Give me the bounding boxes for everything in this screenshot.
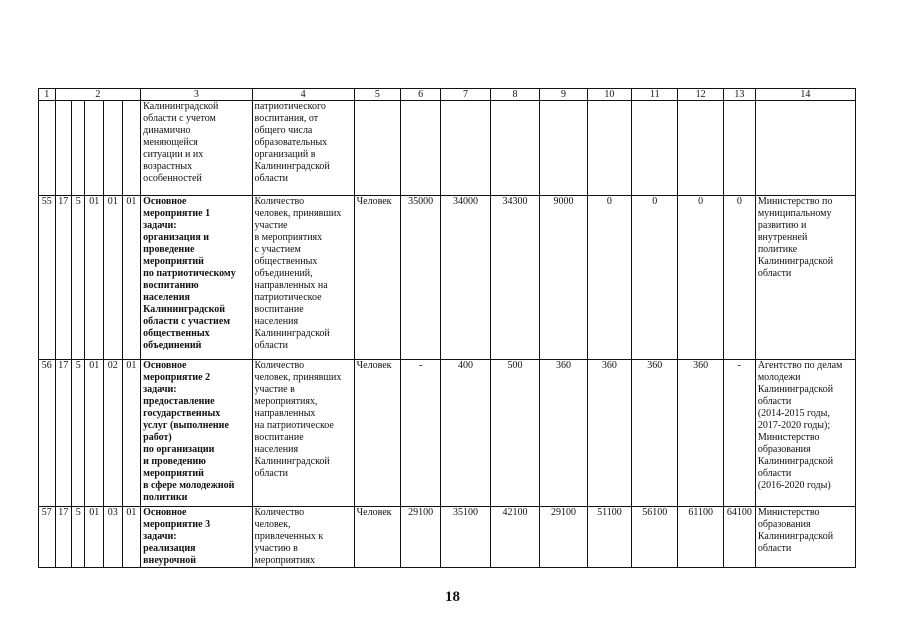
header-row xyxy=(39,89,856,101)
value-col8: 500 xyxy=(490,360,540,507)
code-event: 03 xyxy=(103,507,122,568)
code-event: 02 xyxy=(103,360,122,507)
value-col9: 360 xyxy=(540,360,587,507)
code-subprogram xyxy=(72,101,85,196)
responsible: Агентство по делам молодежи Калининградской области (2014-2015 годы, 2017-2020 годы); Министерство образования Калининградской области (2016-2020 годы) xyxy=(755,360,855,507)
code-event: 01 xyxy=(103,196,122,360)
value-col11: 56100 xyxy=(632,507,678,568)
unit: Человек xyxy=(354,507,400,568)
row-number: 55 xyxy=(39,196,56,360)
value-col9: 29100 xyxy=(540,507,587,568)
row-number: 57 xyxy=(39,507,56,568)
header-cell: 10 xyxy=(587,89,631,101)
header-cell: 8 xyxy=(490,89,540,101)
value-col8: 42100 xyxy=(490,507,540,568)
value-col11: 360 xyxy=(632,360,678,507)
code-task: 01 xyxy=(85,196,104,360)
header-cell: 6 xyxy=(401,89,441,101)
indicator-name: Количество человек, принявших участие в мероприятиях с участием общественных объединений, направленных на патриотическое воспитание населения Калининградской области xyxy=(252,196,354,360)
value-col6: 35000 xyxy=(401,196,441,360)
table-row xyxy=(39,196,856,360)
event-name: Основное мероприятие 2 задачи: предоставление государственных услуг (выполнение работ) по организации и проведению мероприятий в сфере молодежной политики xyxy=(141,360,252,507)
indicator-name: патриотического воспитания, от общего числа образовательных организаций в Калининградской области xyxy=(252,101,354,196)
header-cell: 5 xyxy=(354,89,400,101)
value-col11 xyxy=(632,101,678,196)
code-subprogram: 5 xyxy=(72,196,85,360)
header-cell: 14 xyxy=(755,89,855,101)
row-number: 56 xyxy=(39,360,56,507)
responsible xyxy=(755,101,855,196)
code-indicator: 01 xyxy=(122,507,141,568)
code-event xyxy=(103,101,122,196)
value-col10: 360 xyxy=(587,360,631,507)
indicator-name: Количество человек, принявших участие в мероприятиях, направленных на патриотическое воспитание населения Калининградской области xyxy=(252,360,354,507)
value-col6: 29100 xyxy=(401,507,441,568)
table-row xyxy=(39,101,856,196)
code-program: 17 xyxy=(55,196,72,360)
header-cell: 2 xyxy=(55,89,141,101)
value-col6 xyxy=(401,101,441,196)
value-col11: 0 xyxy=(632,196,678,360)
value-col8: 34300 xyxy=(490,196,540,360)
unit xyxy=(354,101,400,196)
value-col7: 34000 xyxy=(441,196,491,360)
value-col7: 35100 xyxy=(441,507,491,568)
code-indicator: 01 xyxy=(122,196,141,360)
event-name: Основное мероприятие 3 задачи: реализация внеурочной xyxy=(141,507,252,568)
header-cell: 12 xyxy=(678,89,723,101)
code-subprogram: 5 xyxy=(72,507,85,568)
value-col9: 9000 xyxy=(540,196,587,360)
value-col13: - xyxy=(723,360,755,507)
value-col10 xyxy=(587,101,631,196)
code-indicator xyxy=(122,101,141,196)
code-program: 17 xyxy=(55,360,72,507)
header-cell: 7 xyxy=(441,89,491,101)
event-name: Калининградской области с учетом динамично меняющейся ситуации и их возрастных особенностей xyxy=(141,101,252,196)
header-cell: 3 xyxy=(141,89,252,101)
header-cell: 1 xyxy=(39,89,56,101)
responsible: Министерство по муниципальному развитию и внутренней политике Калининградской области xyxy=(755,196,855,360)
header-cell: 9 xyxy=(540,89,587,101)
value-col12: 0 xyxy=(678,196,723,360)
code-subprogram: 5 xyxy=(72,360,85,507)
value-col13: 64100 xyxy=(723,507,755,568)
page-number: 18 xyxy=(445,589,460,605)
value-col10: 0 xyxy=(587,196,631,360)
value-col12 xyxy=(678,101,723,196)
table-row xyxy=(39,507,856,568)
unit: Человек xyxy=(354,360,400,507)
value-col12: 61100 xyxy=(678,507,723,568)
code-program: 17 xyxy=(55,507,72,568)
code-task: 01 xyxy=(85,360,104,507)
value-col6: - xyxy=(401,360,441,507)
header-cell: 13 xyxy=(723,89,755,101)
event-name: Основное мероприятие 1 задачи: организация и проведение мероприятий по патриотическому воспитанию населения Калининградской области с участием общественных объединений xyxy=(141,196,252,360)
code-program xyxy=(55,101,72,196)
value-col13 xyxy=(723,101,755,196)
header-cell: 11 xyxy=(632,89,678,101)
indicator-name: Количество человек, привлеченных к участию в мероприятиях xyxy=(252,507,354,568)
row-number xyxy=(39,101,56,196)
value-col7: 400 xyxy=(441,360,491,507)
value-col13: 0 xyxy=(723,196,755,360)
value-col12: 360 xyxy=(678,360,723,507)
responsible: Министерство образования Калининградской области xyxy=(755,507,855,568)
program-indicators-table xyxy=(38,88,856,568)
value-col10: 51100 xyxy=(587,507,631,568)
table-row xyxy=(39,360,856,507)
unit: Человек xyxy=(354,196,400,360)
header-cell: 4 xyxy=(252,89,354,101)
code-task xyxy=(85,101,104,196)
value-col8 xyxy=(490,101,540,196)
value-col9 xyxy=(540,101,587,196)
value-col7 xyxy=(441,101,491,196)
code-indicator: 01 xyxy=(122,360,141,507)
code-task: 01 xyxy=(85,507,104,568)
